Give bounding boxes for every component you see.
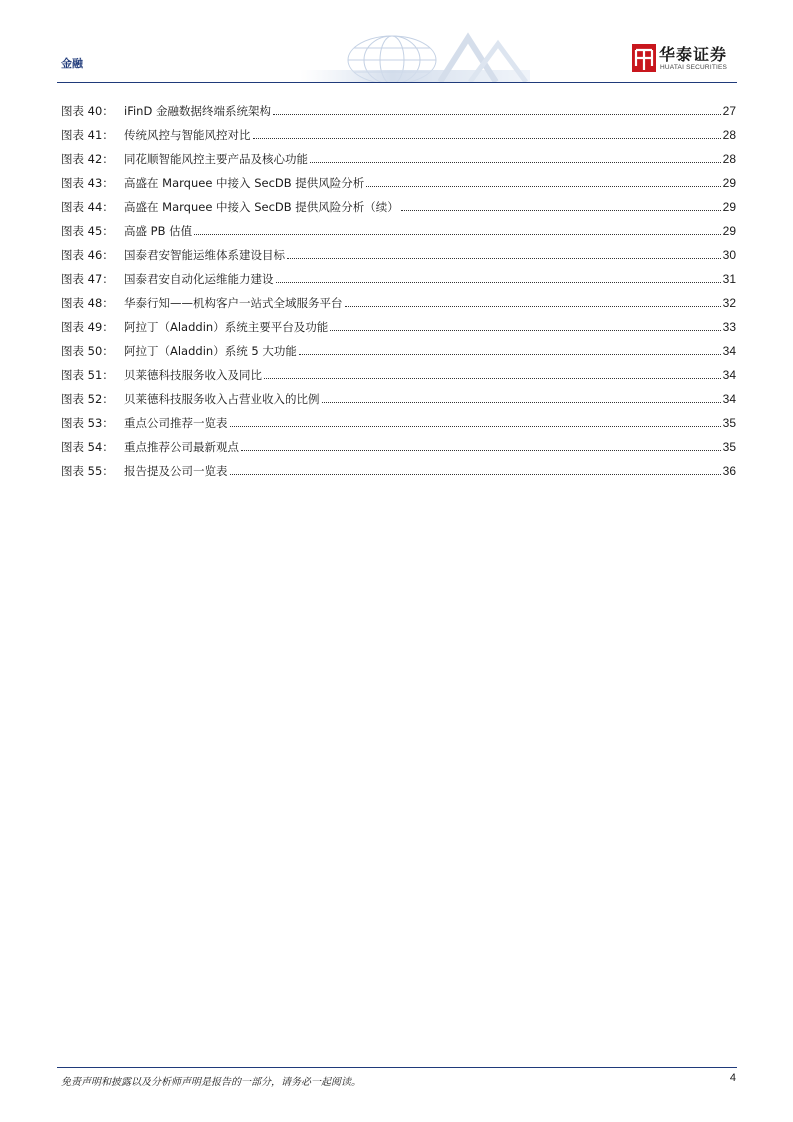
toc-figure-title[interactable]: 高盛在 Marquee 中接入 SecDB 提供风险分析（续） (124, 200, 399, 214)
toc-figure-number: 图表 52： (61, 392, 114, 406)
toc-page-number[interactable]: 29 (722, 200, 736, 214)
toc-figure-title[interactable]: 贝莱德科技服务收入及同比 (124, 368, 262, 382)
toc-figure-title[interactable]: 报告提及公司一览表 (124, 464, 228, 478)
toc-figure-title[interactable]: 华泰行知——机构客户一站式全域服务平台 (124, 296, 343, 310)
header-section-label: 金融 (61, 57, 83, 70)
toc-figure-number: 图表 48： (61, 296, 114, 310)
toc-dot-leader (264, 378, 721, 379)
figure-index-list (61, 94, 736, 478)
toc-page-number[interactable]: 31 (722, 272, 736, 286)
toc-page-number[interactable]: 33 (722, 320, 736, 334)
toc-figure-number: 图表 46： (61, 248, 114, 262)
toc-dot-leader (401, 210, 721, 211)
toc-dot-leader (287, 258, 721, 259)
brand-name-en: HUATAI SECURITIES (660, 64, 728, 71)
toc-dot-leader (194, 234, 721, 235)
toc-row[interactable] (61, 190, 736, 214)
page-number: 4 (729, 1072, 736, 1084)
toc-figure-number: 图表 54： (61, 440, 114, 454)
toc-dot-leader (253, 138, 721, 139)
toc-figure-number: 图表 53： (61, 416, 114, 430)
toc-row[interactable] (61, 286, 736, 310)
toc-page-number[interactable]: 35 (722, 440, 736, 454)
toc-dot-leader (241, 450, 721, 451)
toc-figure-number: 图表 42： (61, 152, 114, 166)
brand-name-cn: 华泰证券 (659, 45, 728, 64)
toc-page-number[interactable]: 34 (722, 368, 736, 382)
toc-row[interactable] (61, 118, 736, 142)
toc-page-number[interactable]: 34 (722, 344, 736, 358)
toc-row[interactable] (61, 430, 736, 454)
toc-page-number[interactable]: 29 (722, 224, 736, 238)
toc-row[interactable] (61, 406, 736, 430)
footer-divider (57, 1067, 737, 1068)
toc-figure-number: 图表 47： (61, 272, 114, 286)
toc-page-number[interactable]: 36 (722, 464, 736, 478)
toc-figure-title[interactable]: 国泰君安自动化运维能力建设 (124, 272, 274, 286)
toc-row[interactable] (61, 334, 736, 358)
toc-figure-title[interactable]: 重点公司推荐一览表 (124, 416, 228, 430)
toc-page-number[interactable]: 27 (722, 104, 736, 118)
toc-figure-number: 图表 50： (61, 344, 114, 358)
toc-page-number[interactable]: 28 (722, 152, 736, 166)
toc-figure-number: 图表 41： (61, 128, 114, 142)
toc-figure-number: 图表 55： (61, 464, 114, 478)
toc-figure-number: 图表 44： (61, 200, 114, 214)
footer-disclaimer: 免责声明和披露以及分析师声明是报告的一部分，请务必一起阅读。 (61, 1077, 361, 1088)
toc-dot-leader (330, 330, 720, 331)
toc-page-number[interactable]: 30 (722, 248, 736, 262)
huatai-logo-mark-icon (632, 44, 656, 72)
toc-figure-title[interactable]: 高盛 PB 估值 (124, 224, 193, 238)
toc-page-number[interactable]: 32 (722, 296, 736, 310)
toc-figure-title[interactable]: 同花顺智能风控主要产品及核心功能 (124, 152, 308, 166)
header-divider (57, 82, 737, 83)
toc-figure-title[interactable]: iFinD 金融数据终端系统架构 (124, 104, 271, 118)
toc-figure-number: 图表 40： (61, 104, 114, 118)
toc-figure-title[interactable]: 阿拉丁（Aladdin）系统主要平台及功能 (124, 320, 329, 334)
toc-figure-number: 图表 45： (61, 224, 114, 238)
toc-row[interactable] (61, 238, 736, 262)
toc-dot-leader (322, 402, 721, 403)
toc-dot-leader (345, 306, 721, 307)
toc-row[interactable] (61, 142, 736, 166)
toc-row[interactable] (61, 310, 736, 334)
toc-figure-number: 图表 43： (61, 176, 114, 190)
toc-page-number[interactable]: 28 (722, 128, 736, 142)
toc-page-number[interactable]: 34 (722, 392, 736, 406)
toc-dot-leader (299, 354, 721, 355)
toc-dot-leader (310, 162, 721, 163)
toc-row[interactable] (61, 262, 736, 286)
toc-row[interactable] (61, 214, 736, 238)
toc-dot-leader (273, 114, 721, 115)
toc-figure-title[interactable]: 国泰君安智能运维体系建设目标 (124, 248, 285, 262)
toc-row[interactable] (61, 358, 736, 382)
globe-banner-graphic (300, 30, 530, 82)
toc-figure-title[interactable]: 传统风控与智能风控对比 (124, 128, 251, 142)
huatai-logo (632, 42, 738, 76)
toc-figure-title[interactable]: 高盛在 Marquee 中接入 SecDB 提供风险分析 (124, 176, 365, 190)
toc-figure-title[interactable]: 阿拉丁（Aladdin）系统 5 大功能 (124, 344, 297, 358)
toc-row[interactable] (61, 94, 736, 118)
toc-dot-leader (230, 474, 721, 475)
toc-dot-leader (366, 186, 720, 187)
toc-page-number[interactable]: 35 (722, 416, 736, 430)
toc-figure-title[interactable]: 重点推荐公司最新观点 (124, 440, 239, 454)
toc-figure-number: 图表 51： (61, 368, 114, 382)
toc-page-number[interactable]: 29 (722, 176, 736, 190)
toc-row[interactable] (61, 166, 736, 190)
toc-dot-leader (276, 282, 721, 283)
toc-row[interactable] (61, 382, 736, 406)
toc-dot-leader (230, 426, 721, 427)
toc-figure-number: 图表 49： (61, 320, 114, 334)
toc-figure-title[interactable]: 贝莱德科技服务收入占营业收入的比例 (124, 392, 320, 406)
toc-row[interactable] (61, 454, 736, 478)
